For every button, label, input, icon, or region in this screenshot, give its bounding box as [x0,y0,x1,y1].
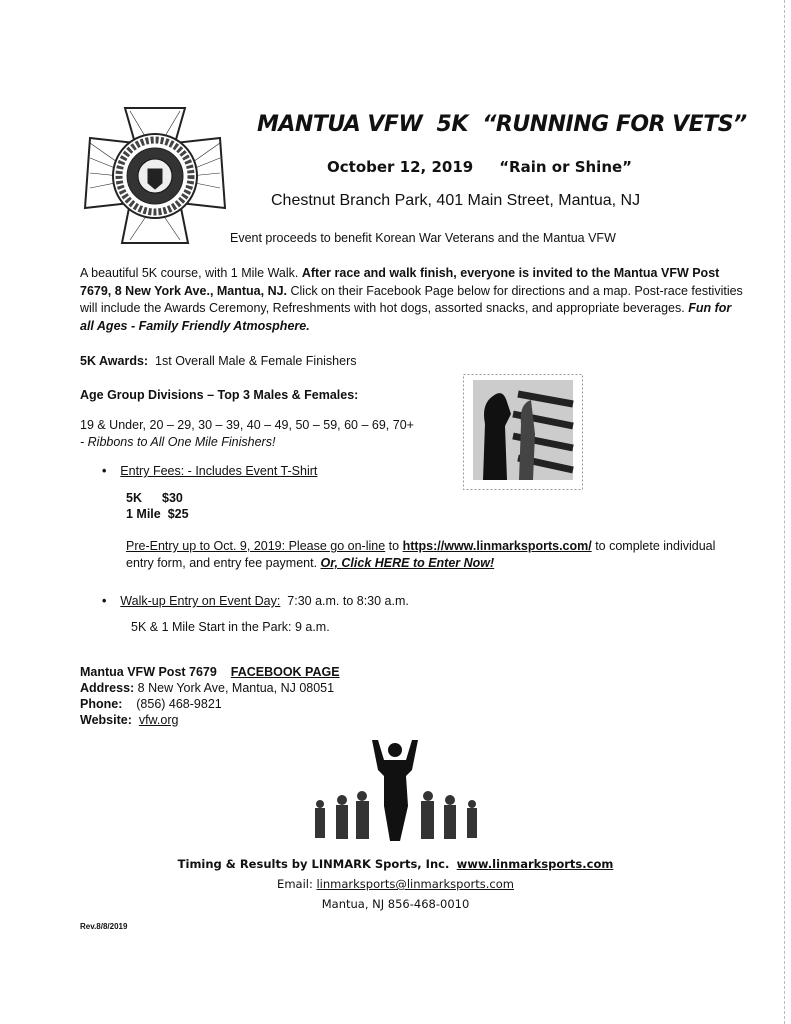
timing-text: Timing & Results by LINMARK Sports, Inc. [177,857,450,871]
runners-graphic [80,736,750,846]
fee-name: 1 Mile [126,507,161,521]
post-name: Mantua VFW Post 7679 [80,665,217,679]
awards-text: 1st Overall Male & Female Finishers [155,354,357,368]
awards-label: 5K Awards: [80,354,149,368]
website-label: Website: [80,713,132,727]
website-link[interactable]: vfw.org [138,713,179,727]
to-text: to [385,539,403,553]
date-text: October 12, 2019 [327,158,474,176]
address-label: Address: [80,681,135,695]
weather-text: “Rain or Shine” [499,158,633,176]
fee-list [126,490,750,522]
fee-item [126,506,750,522]
fee-price: $25 [167,507,189,521]
pre-entry-paragraph [126,538,746,572]
ribbons-note: - Ribbons to All One Mile Finishers! [80,435,276,449]
event-benefit: Event proceeds to benefit Korean War Veterans and the Mantua VFW [230,231,616,245]
age-group-title: Age Group Divisions – Top 3 Males & Females: [80,388,359,402]
intro-tagline: Fun for all Ages - Family Friendly Atmosphere. [80,301,732,333]
walkup-line: • Walk-up Entry on Event Day: 7:30 a.m. to 8:30 a.m. [102,594,409,608]
event-location: Chestnut Branch Park, 401 Main Street, Mantua, NJ [271,192,641,209]
vfw-logo [80,103,230,248]
entry-fees-label: Entry Fees: - Includes Event T-Shirt [120,464,318,478]
event-title: MANTUA VFW 5K “RUNNING FOR VETS” [257,112,747,137]
intro-text-2: Click on their Facebook Page below for directions and a map. Post-race festivities will include the Awards Ceremony, Refreshments with hot dogs, assorted snacks, and appropriate beverages. [80,283,743,315]
intro-text: A beautiful 5K course, with 1 Mile Walk. [80,266,302,280]
email-link[interactable]: linmarksports@linmarksports.com [316,877,514,891]
phone-value: (856) 468-9821 [122,697,222,711]
footer-city-phone: Mantua, NJ 856-468-0010 [321,897,470,911]
fee-name: 5K [126,491,142,505]
address-value: 8 New York Ave, Mantua, NJ 08051 [134,681,335,695]
walkup-time: 7:30 a.m. to 8:30 a.m. [280,594,409,608]
linmark-url-link[interactable]: https://www.linmarksports.com/ [402,539,592,553]
intro-bold: After race and walk finish, everyone is invited to the Mantua VFW Post 7679, 8 New York Ave., Mantua, NJ. [80,266,720,298]
entry-fees-line: • Entry Fees: - Includes Event T-Shirt [102,464,318,478]
intro-paragraph [80,265,745,335]
email-label: Email: [277,877,317,891]
flyer-body [80,265,750,932]
contact-block [80,664,750,728]
awards-line [80,354,450,369]
revision-date: Rev.8/8/2019 [80,922,128,931]
phone-label: Phone: [80,697,123,711]
age-groups: 19 & Under, 20 – 29, 30 – 39, 40 – 49, 50 – 59, 60 – 69, 70+ [80,418,414,432]
fee-item [126,490,750,506]
pre-entry-text: to complete individual entry form, and entry fee payment. [126,539,716,570]
facebook-link[interactable]: FACEBOOK PAGE [230,665,340,679]
runners-silhouette-icon [300,736,490,846]
start-time: 5K & 1 Mile Start in the Park: 9 a.m. [131,620,330,634]
fee-price: $30 [162,491,183,505]
timing-url-link[interactable]: www.linmarksports.com [456,857,614,871]
walkup-label: Walk-up Entry on Event Day: [120,594,281,608]
click-here-link[interactable]: Or, Click HERE to Enter Now! [320,556,495,570]
event-date [327,158,632,176]
footer-credits [0,854,791,914]
pre-entry-label: Pre-Entry up to Oct. 9, 2019: Please go on-line [126,539,386,553]
